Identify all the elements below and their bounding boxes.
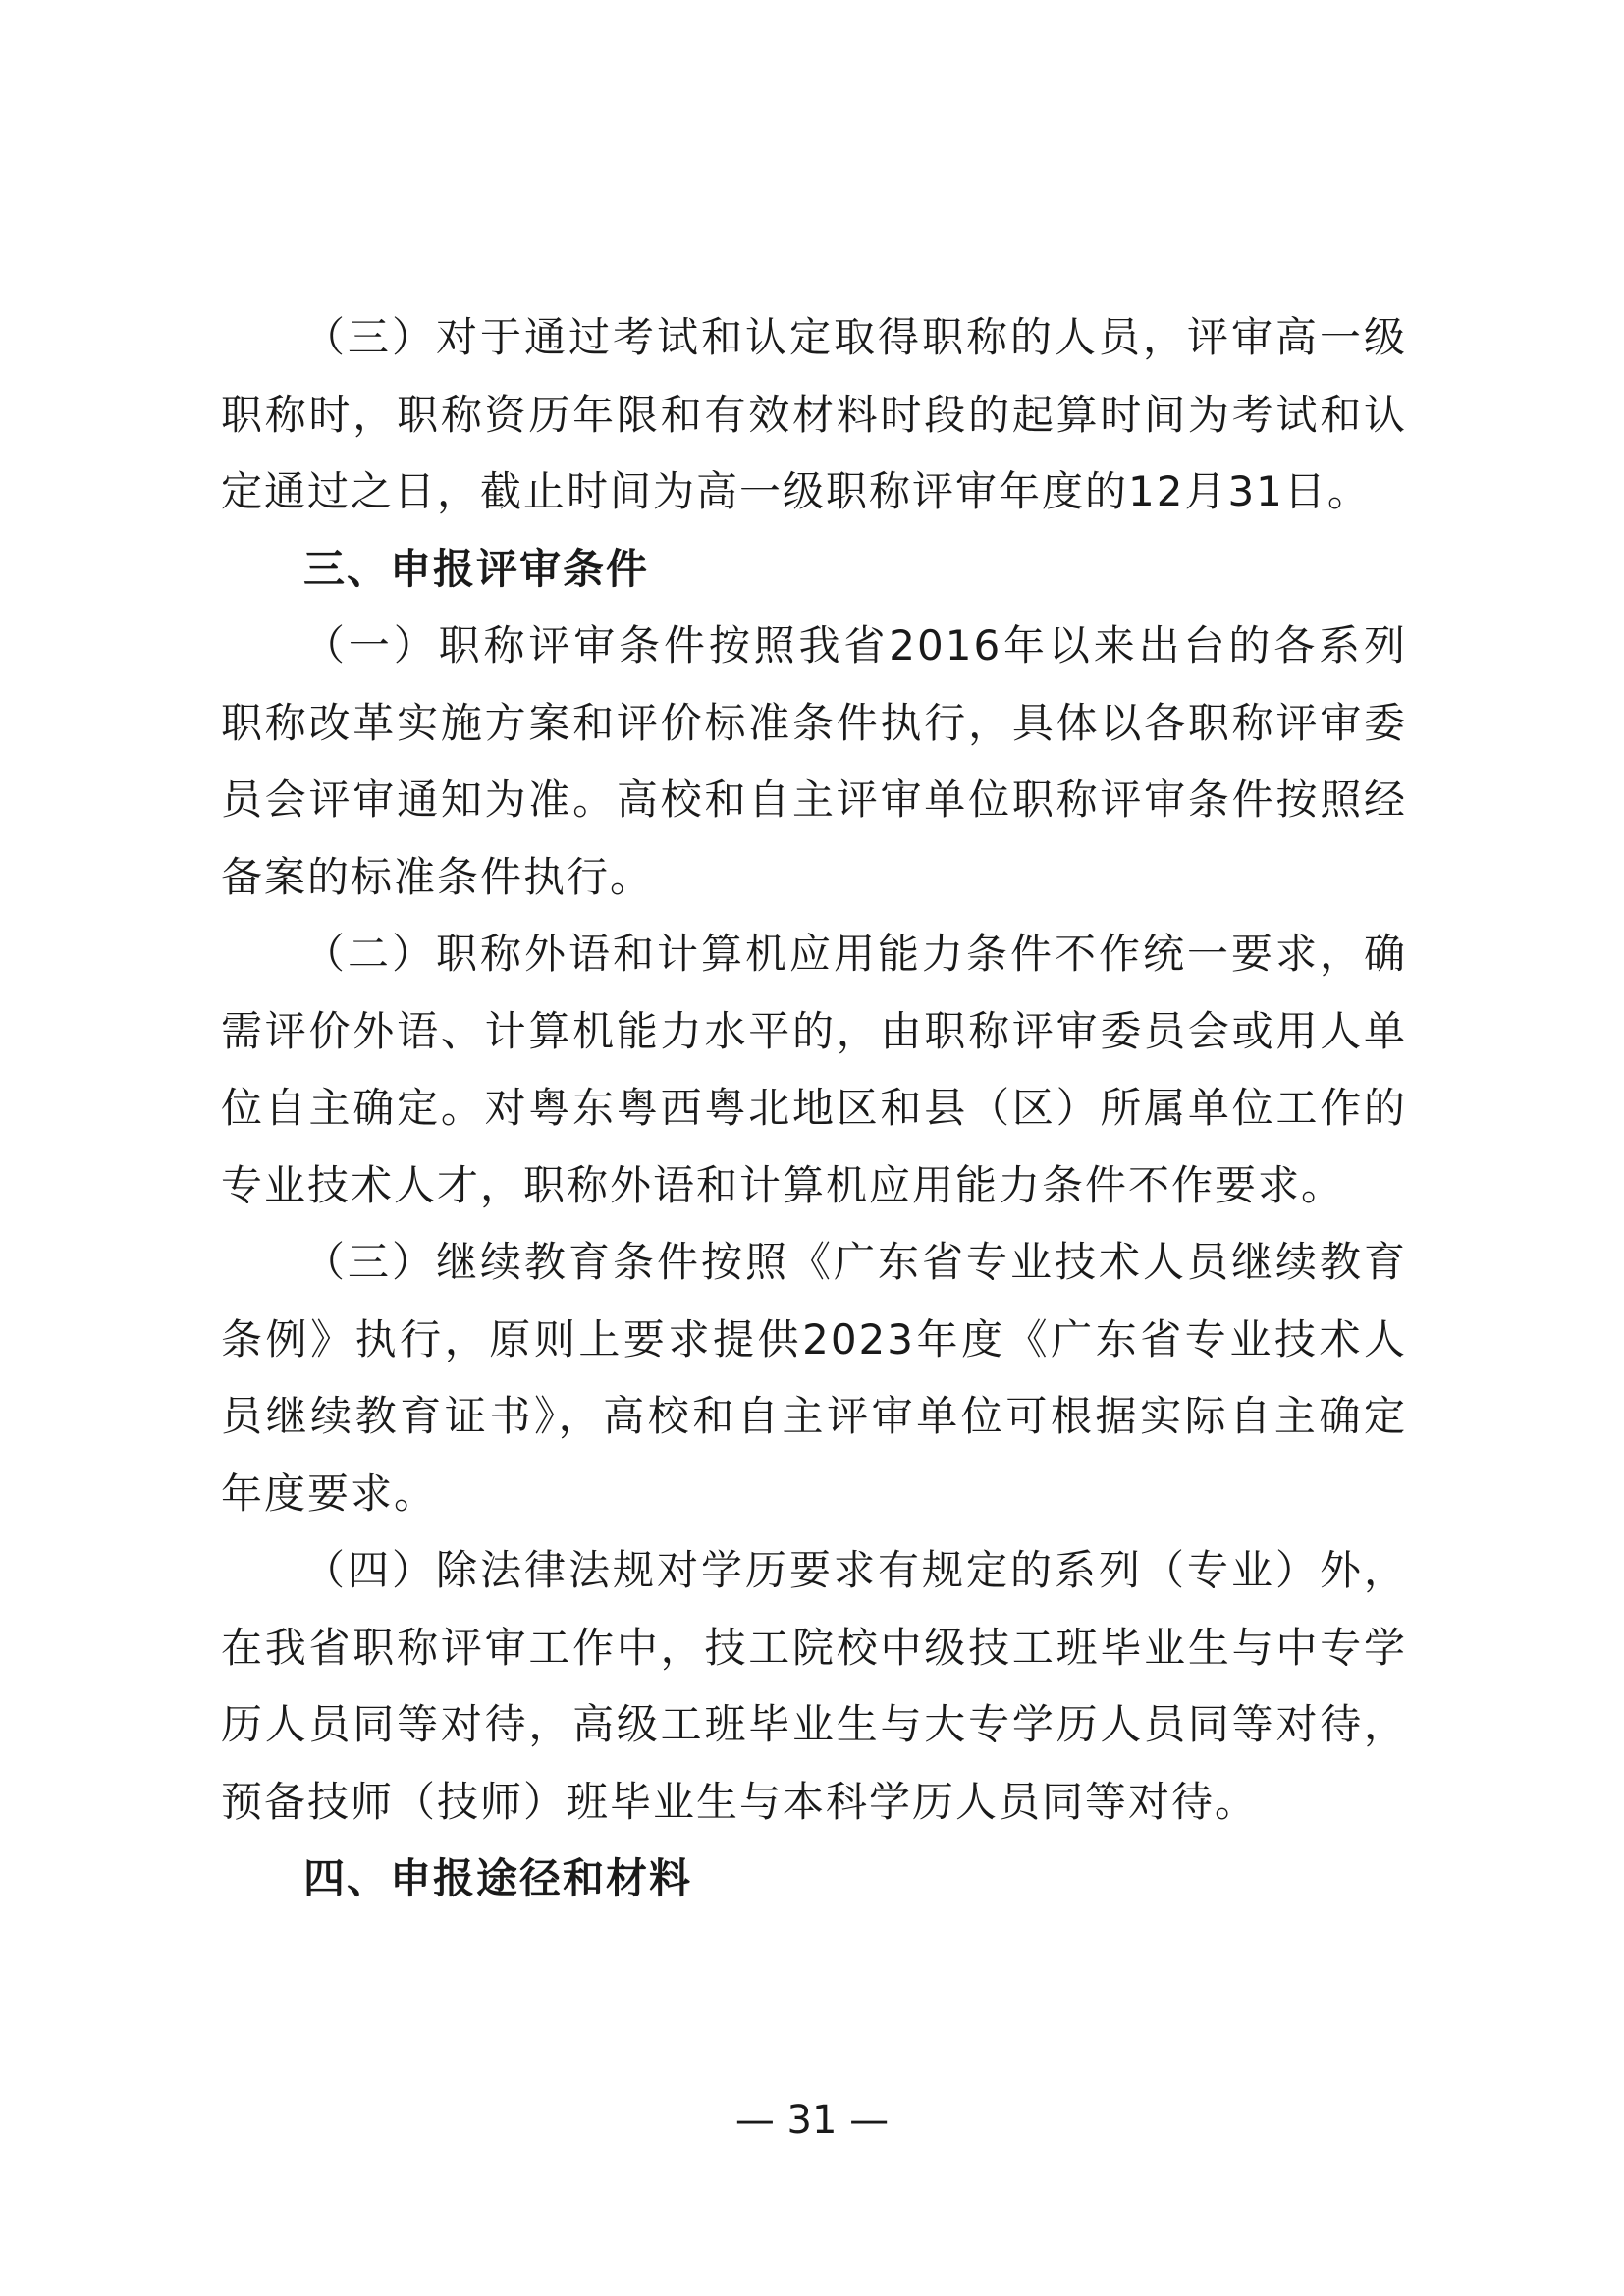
- paragraph-one-evaluation-conditions: （一）职称评审条件按照我省2016年以来出台的各系列职称改革实施方案和评价标准条件执行，具体以各职称评审委员会评审通知为准。高校和自主评审单位职称评审条件按照经备案的标准条件执行。: [221, 621, 1407, 901]
- page-number: — 31 —: [734, 2098, 890, 2143]
- paragraph-two-language-computer: （二）职称外语和计算机应用能力条件不作统一要求，确需评价外语、计算机能力水平的，由职称评审委员会或用人单位自主确定。对粤东粤西粤北地区和县（区）所属单位工作的专业技术人才，职称外语和计算机应用能力条件不作要求。: [221, 930, 1407, 1209]
- paragraph-four-education-equivalence: （四）除法律法规对学历要求有规定的系列（专业）外，在我省职称评审工作中，技工院校中级技工班毕业生与中专学历人员同等对待，高级工班毕业生与大专学历人员同等对待，预备技师（技师）班毕业生与本科学历人员同等对待。: [221, 1546, 1407, 1826]
- section-heading-application-channels: 四、申报途径和材料: [303, 1854, 693, 1902]
- document-body: [221, 299, 1407, 1918]
- paragraph-three-continuing-education: （三）继续教育条件按照《广东省专业技术人员继续教育条例》执行，原则上要求提供2023年度《广东省专业技术人员继续教育证书》，高校和自主评审单位可根据实际自主确定年度要求。: [221, 1238, 1407, 1518]
- section-heading-application-conditions: 三、申报评审条件: [303, 544, 650, 593]
- paragraph-three-start-date: （三）对于通过考试和认定取得职称的人员，评审高一级职称时，职称资历年限和有效材料时段的起算时间为考试和认定通过之日，截止时间为高一级职称评审年度的12月31日。: [221, 313, 1407, 515]
